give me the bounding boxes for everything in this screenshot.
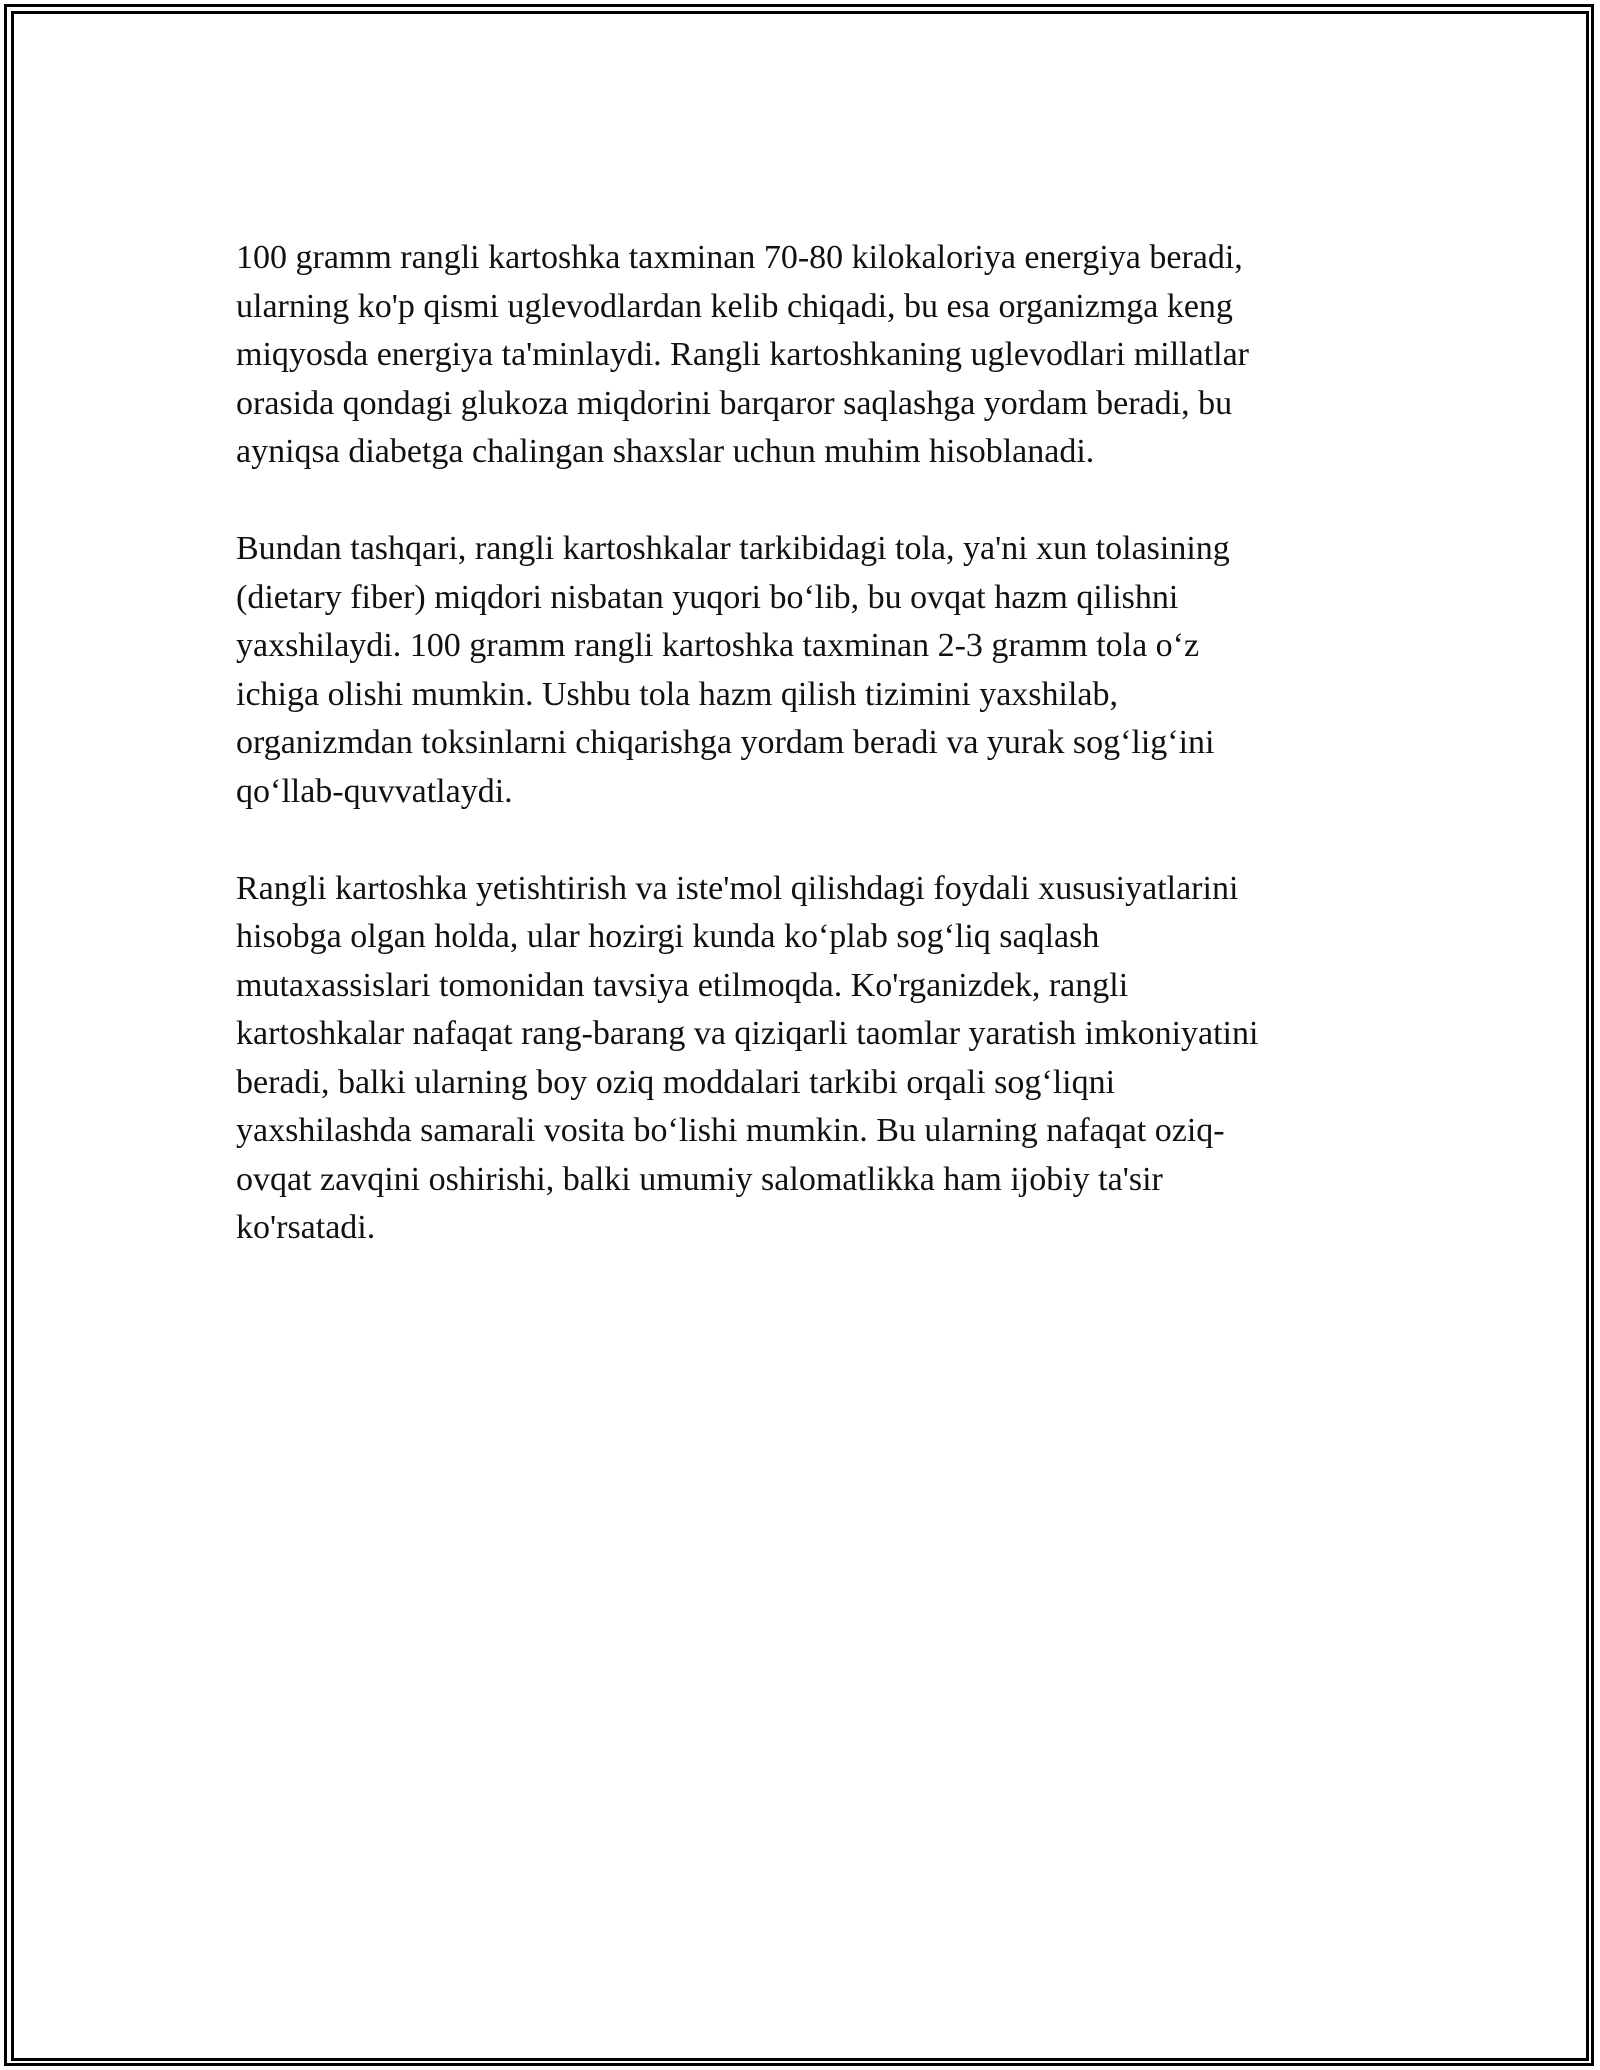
paragraph-fiber: Bundan tashqari, rangli kartoshkalar tarkibidagi tola, ya'ni xun tolasining (dietary fiber) miqdori nisbatan yuqori bo‘lib, bu ovqat hazm qilishni yaxshilaydi. 100 gramm rangli kartoshka taxminan 2-3 gramm tola o‘z ichiga olishi mumkin. Ushbu tola hazm qilish tizimini yaxshilab, organizmdan toksinlarni chiqarishga yordam beradi va yurak sog‘lig‘ini qo‘llab-quvvatlaydi.: [236, 530, 1230, 810]
document-body: [236, 234, 1346, 1301]
paragraph-benefits: Rangli kartoshka yetishtirish va iste'mol qilishdagi foydali xususiyatlarini hisobga olgan holda, ular hozirgi kunda ko‘plab sog‘liq saqlash mutaxassislari tomonidan tavsiya etilmoqda. Ko'rganizdek, rangli kartoshkalar nafaqat rang-barang va qiziqarli taomlar yaratish imkoniyatini beradi, balki ularning boy oziq moddalari tarkibi orqali sog‘liqni yaxshilashda samarali vosita bo‘lishi mumkin. Bu ularning nafaqat oziq- ovqat zavqini oshirishi, balki umumiy salomatlikka ham ijobiy ta'sir ko'rsatadi.: [236, 869, 1259, 1246]
paragraph-calories: 100 gramm rangli kartoshka taxminan 70-80 kilokaloriya energiya beradi, ularning ko'p qismi uglevodlardan kelib chiqadi, bu esa organizmga keng miqyosda energiya ta'minlaydi. Rangli kartoshkaning uglevodlari millatlar orasida qondagi glukoza miqdorini barqaror saqlashga yordam beradi, bu ayniqsa diabetga chalingan shaxslar uchun muhim hisoblanadi.: [236, 239, 1249, 470]
